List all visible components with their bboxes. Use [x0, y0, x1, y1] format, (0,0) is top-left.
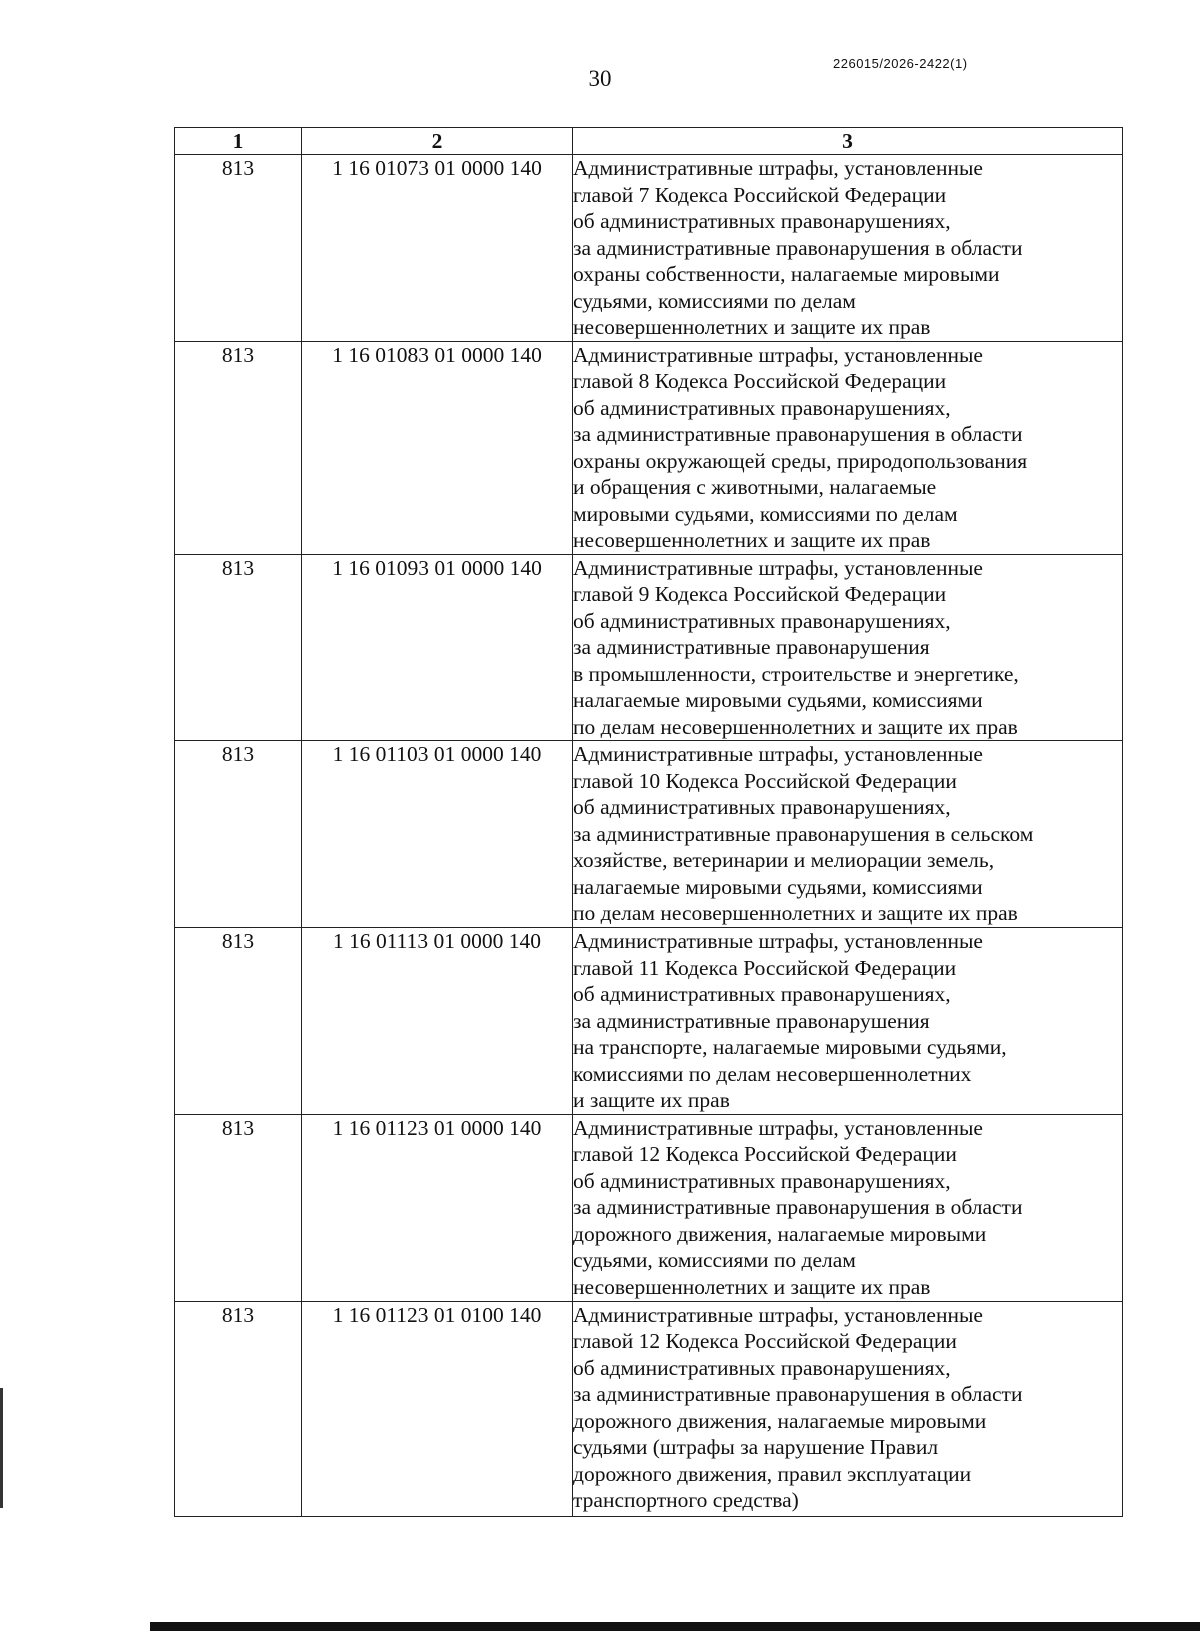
table-row — [175, 1114, 1123, 1301]
description-cell: Административные штрафы, установленные главой 11 Кодекса Российской Федерации об административных правонарушениях, за административные правонарушения на транспорте, налагаемые мировыми судьями, комиссиями по делам несовершеннолетних и защите их прав — [573, 928, 1123, 1115]
column-header-2: 2 — [302, 128, 573, 155]
admin-code-cell: 813 — [175, 155, 302, 342]
budget-code-cell: 1 16 01123 01 0000 140 — [302, 1114, 573, 1301]
budget-code-cell: 1 16 01083 01 0000 140 — [302, 341, 573, 554]
budget-code-cell: 1 16 01113 01 0000 140 — [302, 928, 573, 1115]
admin-code-cell: 813 — [175, 554, 302, 741]
scan-bottom-border — [150, 1622, 1200, 1631]
admin-code-cell: 813 — [175, 928, 302, 1115]
admin-code-cell: 813 — [175, 1301, 302, 1516]
column-header-1: 1 — [175, 128, 302, 155]
budget-code-cell: 1 16 01093 01 0000 140 — [302, 554, 573, 741]
admin-code-cell: 813 — [175, 741, 302, 928]
budget-code-cell: 1 16 01123 01 0100 140 — [302, 1301, 573, 1516]
description-cell: Административные штрафы, установленные главой 8 Кодекса Российской Федерации об административных правонарушениях, за административные правонарушения в области охраны окружающей среды, природопользования и обращения с животными, налагаемые мировыми судьями, комиссиями по делам несовершеннолетних и защите их прав — [573, 341, 1123, 554]
table-row — [175, 1301, 1123, 1516]
admin-code-cell: 813 — [175, 1114, 302, 1301]
admin-code-cell: 813 — [175, 341, 302, 554]
description-cell: Административные штрафы, установленные главой 9 Кодекса Российской Федерации об административных правонарушениях, за административные правонарушения в промышленности, строительстве и энергетике, налагаемые мировыми судьями, комиссиями по делам несовершеннолетних и защите их прав — [573, 554, 1123, 741]
budget-code-cell: 1 16 01103 01 0000 140 — [302, 741, 573, 928]
table-row — [175, 928, 1123, 1115]
description-cell: Административные штрафы, установленные главой 12 Кодекса Российской Федерации об административных правонарушениях, за административные правонарушения в области дорожного движения, налагаемые мировыми судьями, комиссиями по делам несовершеннолетних и защите их прав — [573, 1114, 1123, 1301]
table-row — [175, 155, 1123, 342]
document-id: 226015/2026-2422(1) — [833, 56, 968, 71]
scan-edge-mark — [0, 1388, 3, 1508]
budget-code-table — [174, 127, 1123, 1517]
description-cell: Административные штрафы, установленные главой 7 Кодекса Российской Федерации об административных правонарушениях, за административные правонарушения в области охраны собственности, налагаемые мировыми судьями, комиссиями по делам несовершеннолетних и защите их прав — [573, 155, 1123, 342]
table-row — [175, 554, 1123, 741]
description-cell: Административные штрафы, установленные главой 10 Кодекса Российской Федерации об административных правонарушениях, за административные правонарушения в сельском хозяйстве, ветеринарии и мелиорации земель, налагаемые мировыми судьями, комиссиями по делам несовершеннолетних и защите их прав — [573, 741, 1123, 928]
column-header-3: 3 — [573, 128, 1123, 155]
table-row — [175, 341, 1123, 554]
description-cell: Административные штрафы, установленные главой 12 Кодекса Российской Федерации об административных правонарушениях, за административные правонарушения в области дорожного движения, налагаемые мировыми судьями (штрафы за нарушение Правил дорожного движения, правил эксплуатации транспортного средства) — [573, 1301, 1123, 1516]
page-number: 30 — [588, 66, 612, 91]
table-row — [175, 741, 1123, 928]
budget-code-cell: 1 16 01073 01 0000 140 — [302, 155, 573, 342]
table-header-row — [175, 128, 1123, 155]
